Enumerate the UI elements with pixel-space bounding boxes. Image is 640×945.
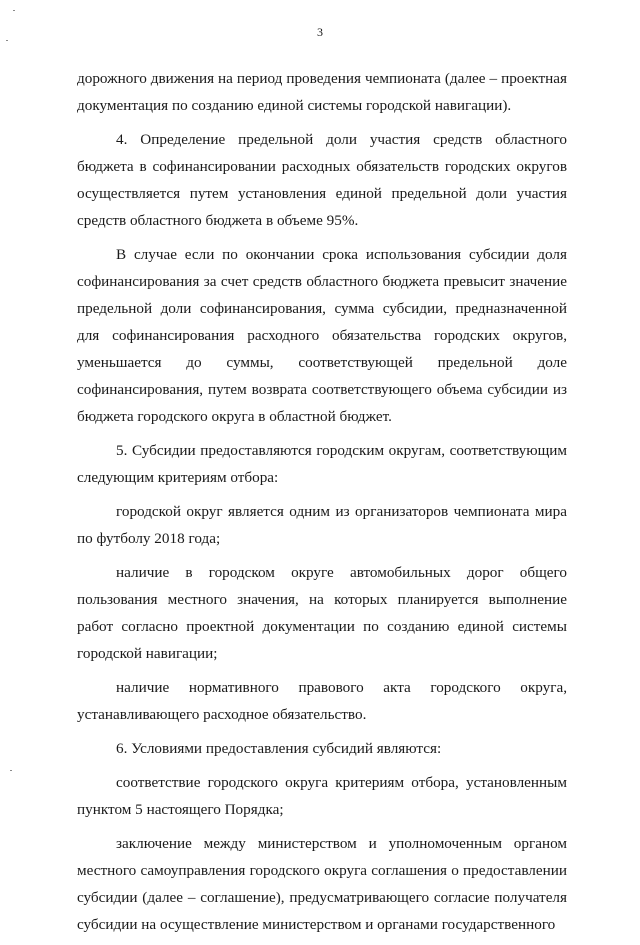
scan-speck — [13, 10, 15, 11]
paragraph-criterion-3: наличие нормативного правового акта городского округа, устанавливающего расходное обязательство. — [77, 679, 567, 723]
scan-speck — [6, 40, 8, 41]
document-body — [77, 65, 567, 945]
paragraph-criterion-1: городской округ является одним из организаторов чемпионата мира по футболу 2018 года; — [77, 503, 567, 547]
paragraph-refund: В случае если по окончании срока использования субсидии доля софинансирования за счет средств областного бюджета превысит значение предельной доли софинансирования, сумма субсидии, предназначенной для софинансирования расходного обязательства городских округов, уменьшается до суммы, соответствующей предельной доле софинансирования, путем возврата соответствующего объема субсидии из бюджета городского округа в областной бюджет. — [77, 246, 567, 425]
paragraph-criterion-2: наличие в городском округе автомобильных дорог общего пользования местного значения, на которых планируется выполнение работ согласно проектной документации по созданию единой системы городской навигации; — [77, 564, 567, 662]
paragraph-item-4: 4. Определение предельной доли участия средств областного бюджета в софинансировании расходных обязательств городских округов осуществляется путем установления единой предельной доли участия средств областного бюджета в объеме 95%. — [77, 131, 567, 229]
paragraph-condition-2: заключение между министерством и уполномоченным органом местного самоуправления городского округа соглашения о предоставлении субсидии (далее – соглашение), предусматривающего согласие получателя субсидии на осуществление министерством и органами государственного — [77, 835, 567, 933]
paragraph-condition-1: соответствие городского округа критериям отбора, установленным пунктом 5 настоящего Порядка; — [77, 774, 567, 818]
paragraph-item-6: 6. Условиями предоставления субсидий являются: — [116, 740, 442, 757]
page-number: 3 — [317, 25, 323, 39]
paragraph-continuation: дорожного движения на период проведения чемпионата (далее – проектная документация по созданию единой системы городской навигации). — [77, 70, 567, 114]
scan-speck — [10, 770, 12, 771]
paragraph-item-5: 5. Субсидии предоставляются городским округам, соответствующим следующим критериям отбора: — [77, 442, 567, 486]
